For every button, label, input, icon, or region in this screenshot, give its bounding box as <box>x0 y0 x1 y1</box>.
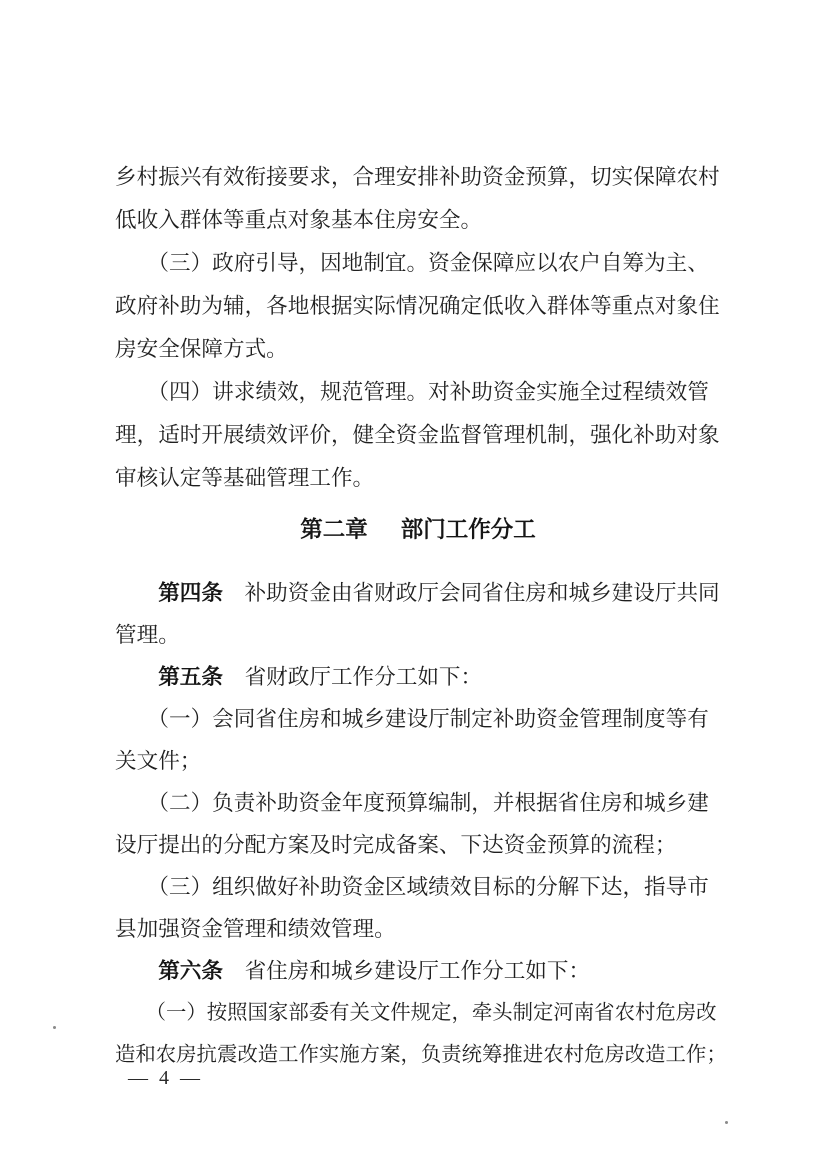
line-text: 设厅提出的分配方案及时完成备案、下达资金预算的流程； <box>115 833 677 857</box>
article-number: 第四条 <box>115 580 223 605</box>
page-number: — 4 — <box>128 1067 200 1089</box>
text-line <box>115 156 755 199</box>
chapter-title: 部门工作分工 <box>400 517 536 542</box>
line-text: （一）会同省住房和城乡建设厅制定补助资金管理制度等有 <box>115 707 709 731</box>
line-text: 乡村振兴有效衔接要求，合理安排补助资金预算，切实保障农村 <box>115 165 720 189</box>
line-text: 管理。 <box>115 623 180 647</box>
text-line <box>115 908 755 950</box>
line-text: 造和农房抗震改造工作实施方案，负责统筹推进农村危房改造工作； <box>115 1044 727 1066</box>
line-text: 审核认定等基础管理工作。 <box>115 466 375 490</box>
line-text: 省财政厅工作分工如下： <box>222 665 483 689</box>
document-page-body <box>115 156 755 1076</box>
chapter-heading <box>115 508 721 551</box>
text-line <box>115 242 755 285</box>
line-text: 关文件； <box>115 749 202 773</box>
text-line <box>115 414 755 457</box>
text-line <box>115 740 755 782</box>
line-text: （三）组织做好补助资金区域绩效目标的分解下达，指导市 <box>115 875 709 899</box>
line-text: （四）讲求绩效，规范管理。对补助资金实施全过程绩效管 <box>115 380 709 404</box>
text-line <box>115 782 755 824</box>
text-line <box>115 614 755 656</box>
text-line <box>115 824 755 866</box>
line-text: 省住房和城乡建设厅工作分工如下： <box>222 959 591 983</box>
text-line <box>115 371 755 414</box>
text-line <box>115 199 755 242</box>
text-line <box>115 866 755 908</box>
line-text: 房安全保障方式。 <box>115 337 288 361</box>
scan-speck-left <box>53 1026 56 1029</box>
text-line <box>115 992 755 1034</box>
text-line <box>115 950 755 992</box>
text-line <box>115 698 755 740</box>
text-line <box>115 285 755 328</box>
line-text: 补助资金由省财政厅会同省住房和城乡建设厅共同 <box>222 581 720 605</box>
scan-speck-bottom-right <box>725 1121 728 1124</box>
paragraph-block-bottom <box>115 572 755 1076</box>
text-line <box>115 457 755 500</box>
line-text: （二）负责补助资金年度预算编制，并根据省住房和城乡建 <box>115 791 709 815</box>
article-number: 第六条 <box>115 958 223 983</box>
text-line <box>115 328 755 371</box>
text-line <box>115 1034 755 1076</box>
paragraph-block-top <box>115 156 755 500</box>
chapter-number: 第二章 <box>300 517 368 542</box>
line-text: 理，适时开展绩效评价，健全资金监督管理机制，强化补助对象 <box>115 423 720 447</box>
text-line <box>115 572 755 614</box>
line-text: 低收入群体等重点对象基本住房安全。 <box>115 208 483 232</box>
line-text: （一）按照国家部委有关文件规定，牵头制定河南省农村危房改 <box>115 1002 717 1024</box>
line-text: 政府补助为辅，各地根据实际情况确定低收入群体等重点对象住 <box>115 294 720 318</box>
article-number: 第五条 <box>115 664 223 689</box>
line-text: （三）政府引导，因地制宜。资金保障应以农户自筹为主、 <box>115 251 709 275</box>
line-text: 县加强资金管理和绩效管理。 <box>115 917 396 941</box>
text-line <box>115 656 755 698</box>
